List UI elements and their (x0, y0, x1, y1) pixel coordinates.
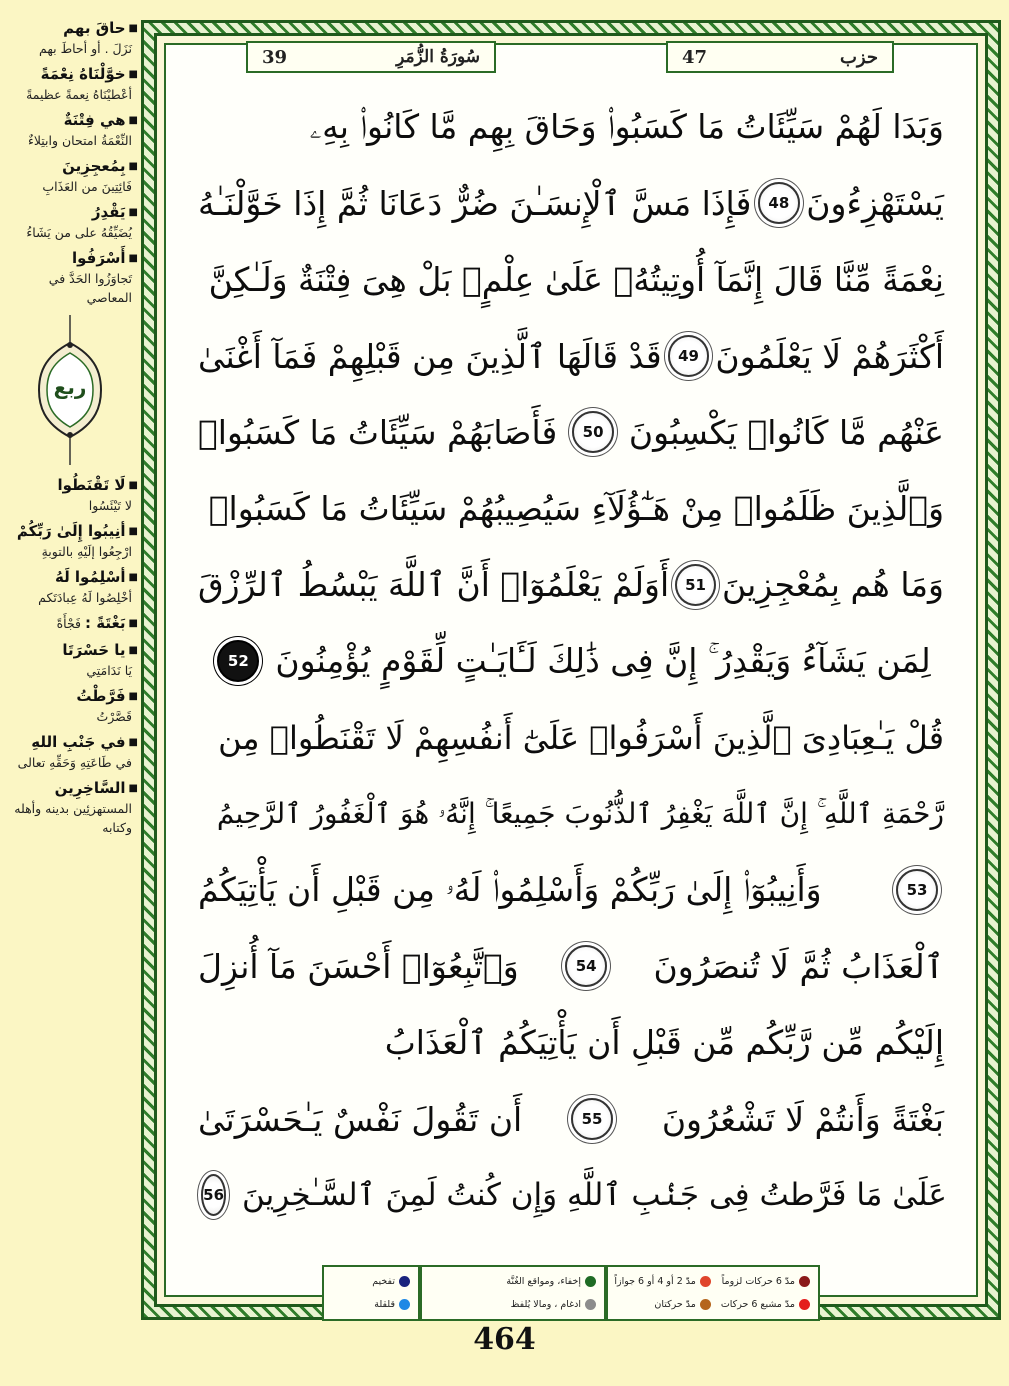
glossary-word: ■ خوَّلْنَاهُ نِعْمَةً (2, 64, 138, 85)
glossary-meaning: المستهزئِين بدينه وأهله وكتابه (14, 801, 132, 835)
surah-header (246, 41, 496, 73)
legend-item (614, 1270, 710, 1293)
glossary-bottom (2, 475, 138, 837)
legend-label: مدّ مشبع 6 حركات (720, 1298, 795, 1310)
verse-segment: بَغْتَةً وَأَنتُمْ لَا تَشْعُرُونَ (661, 1099, 944, 1139)
legend-color-dot-icon (399, 1299, 410, 1310)
ayah-number-marker: 50 (572, 411, 614, 453)
ayah-number-marker: 52 (217, 640, 259, 682)
glossary-meaning: فَجْأَةً (56, 616, 81, 631)
hizb-number: 47 (682, 46, 708, 68)
verse-line (198, 242, 944, 318)
glossary-entry (2, 567, 138, 607)
legend-color-dot-icon (700, 1276, 711, 1287)
verse-segment: نِعْمَةً مِّنَّا قَالَ إِنَّمَآ أُوتِيتُهُۥ عَلَىٰ عِلْمٍۭ بَلْ هِىَ فِتْنَةٌ وَلَـٰكِنَّ (208, 260, 944, 300)
glossary-entry (2, 640, 138, 680)
glossary-entry (2, 521, 138, 561)
glossary-meaning: يُضَيِّقُهُ على من يَشَاءُ (26, 225, 132, 240)
ayah-number-marker: 53 (896, 869, 938, 911)
ayah-number-marker: 48 (758, 182, 800, 224)
glossary-meaning: النِّعْمَةُ امتحان وابتِلاءٌ (27, 133, 132, 148)
glossary-entry (2, 732, 138, 772)
ayah-number-marker: 51 (675, 564, 716, 606)
verse-line (198, 852, 944, 928)
verse-segment: يَسْتَهْزِءُونَ (806, 183, 944, 223)
glossary-word: ■ بَغْتَةً : (85, 614, 138, 632)
legend-label: إخفاء، ومواقع الغُنَّة (506, 1275, 581, 1287)
verse-segment: ٱلْعَذَابُ ثُمَّ لَا تُنصَرُونَ (653, 946, 944, 986)
glossary-word: ■ يَقْدِرُ (2, 202, 138, 223)
legend-color-dot-icon (585, 1276, 596, 1287)
verse-segment: عَنْهُم مَّا كَانُوا۟ يَكْسِبُونَ (628, 412, 944, 452)
page-number: 464 (473, 1322, 536, 1357)
glossary-word: ■ هي فِتْنَةٌ (2, 110, 138, 131)
verse-segment: أَكْثَرَهُمْ لَا يَعْلَمُونَ (715, 336, 944, 376)
legend-item (430, 1270, 596, 1293)
glossary-meaning: نَزَلَ . أو أحاطَ بهم (39, 41, 132, 56)
legend-item (332, 1270, 410, 1293)
legend-item (430, 1293, 596, 1316)
legend-box-tafkheem (322, 1265, 420, 1321)
legend-color-dot-icon (799, 1276, 810, 1287)
verse-segment: فَإِذَا مَسَّ ٱلْإِنسَـٰنَ ضُرٌّ دَعَانَا ثُمَّ إِذَا خَوَّلْنَـٰهُ (198, 183, 752, 223)
glossary-word: ■ أنِيبُوا إِلَىٰ رَبِّكُمْ (2, 521, 138, 542)
glossary-entry (2, 613, 138, 634)
glossary-word: ■ بِمُعجِزِينَ (2, 156, 138, 177)
glossary-meaning: تَجاوَزُوا الحَدَّ في المعاصي (48, 271, 132, 305)
page-frame (141, 20, 1001, 1320)
page-body (164, 43, 978, 1310)
hizb-header (666, 41, 894, 73)
verse-segment: عَلَىٰ مَا فَرَّطتُ فِى جَنۢبِ ٱللَّهِ وَإِن كُنتُ لَمِنَ ٱلسَّـٰخِرِينَ (242, 1177, 947, 1214)
legend-color-dot-icon (799, 1299, 810, 1310)
verse-line (198, 165, 944, 241)
glossary-meaning: يَا نَدَامَتِي (86, 663, 132, 678)
verse-segment: وَبَدَا لَهُمْ سَيِّئَاتُ مَا كَسَبُوا۟ وَحَاقَ بِهِم مَّا كَانُوا۟ بِهِۦ (309, 107, 944, 147)
glossary-word: ■ أسْلِمُوا لَهُ (2, 567, 138, 588)
legend-label: مدّ حركتان (654, 1298, 696, 1310)
glossary-entry (2, 156, 138, 196)
glossary-entry (2, 18, 138, 58)
glossary-entry (2, 64, 138, 104)
legend-label: مدّ 2 أو 4 أو 6 جوازاً (614, 1275, 696, 1287)
glossary-meaning: فَائِتِينَ من العَذَابِ (42, 179, 132, 194)
verse-line (198, 547, 944, 623)
verse-line (198, 699, 944, 775)
legend-label: مدّ 6 حركات لزوماً (721, 1275, 795, 1287)
verse-segment: قُلْ يَـٰعِبَادِىَ ٱلَّذِينَ أَسْرَفُوا۟ عَلَىٰٓ أَنفُسِهِمْ لَا تَقْنَطُوا۟ مِن (218, 718, 944, 757)
glossary-entry (2, 686, 138, 726)
verse-segment: وَٱتَّبِعُوٓا۟ أَحْسَنَ مَآ أُنزِلَ (198, 946, 519, 986)
legend-color-dot-icon (399, 1276, 410, 1287)
surah-name: سُورَةُ الزُّمَرِ (396, 47, 480, 67)
legend-item (721, 1270, 810, 1293)
glossary-entry (2, 110, 138, 150)
glossary-word: ■ في جَنْبِ اللهِ (2, 732, 138, 753)
verse-line (198, 394, 944, 470)
glossary-meaning: قَصَّرْتُ (96, 709, 132, 724)
legend-color-dot-icon (585, 1299, 596, 1310)
verse-segment: فَأَصَابَهُمْ سَيِّئَاتُ مَا كَسَبُوا۟ (198, 412, 558, 452)
verse-segment: أَوَلَمْ يَعْلَمُوٓا۟ أَنَّ ٱللَّهَ يَبْسُطُ ٱلرِّزْقَ (198, 565, 670, 605)
legend-color-dot-icon (700, 1299, 711, 1310)
glossary-word: ■ حاقَ بهم (2, 18, 138, 39)
glossary-meaning: أخْلِصُوا لَهُ عِبادَتَكم (38, 590, 132, 605)
glossary-entry (2, 248, 138, 307)
verse-line (198, 776, 944, 852)
verse-text (198, 89, 947, 1233)
legend-label: تفخيم (372, 1275, 395, 1287)
rub-el-hizb-marker (2, 315, 138, 465)
glossary-entry (2, 778, 138, 837)
glossary-meaning: ارْجِعُوا إلَيْهِ بالتوبةِ (41, 544, 132, 559)
verse-line (198, 1005, 944, 1081)
ayah-number-marker: 56 (201, 1174, 226, 1216)
verse-segment: رَّحْمَةِ ٱللَّهِ ۚ إِنَّ ٱللَّهَ يَغْفِرُ ٱلذُّنُوبَ جَمِيعًا ۚ إِنَّهُۥ هُوَ ٱلْغَفُورُ ٱلرَّحِيمُ (216, 796, 944, 830)
tajweed-legend (166, 1265, 976, 1321)
legend-item (614, 1293, 710, 1316)
rub-label: ربع (53, 375, 87, 399)
ayah-number-marker: 54 (565, 945, 607, 987)
verse-segment: قَدْ قَالَهَا ٱلَّذِينَ مِن قَبْلِهِمْ فَمَآ أَغْنَىٰ (198, 336, 662, 376)
hizb-label: حزب (839, 46, 878, 68)
verse-segment: وَٱلَّذِينَ ظَلَمُوا۟ مِنْ هَـٰٓؤُلَآءِ سَيُصِيبُهُمْ سَيِّئَاتُ مَا كَسَبُوا۟ (208, 489, 944, 529)
glossary-meaning: في طَاعَتِهِ وَحَقِّهِ تعالى (17, 755, 132, 770)
legend-label: قلقلة (374, 1298, 395, 1310)
glossary-top (2, 18, 138, 307)
legend-item (332, 1293, 410, 1316)
ayah-number-marker: 49 (668, 335, 710, 377)
legend-box-ghunnah (420, 1265, 606, 1321)
verse-segment: لِمَن يَشَآءُ وَيَقْدِرُ ۚ إِنَّ فِى ذَٰلِكَ لَـَٔايَـٰتٍ لِّقَوْمٍ يُؤْمِنُونَ (275, 641, 931, 681)
margin-glossary (2, 18, 138, 1378)
verse-line (198, 1081, 944, 1157)
glossary-word: ■ فَرَّطْتُ (2, 686, 138, 707)
legend-label: ادغام ، ومالا يُلفظ (510, 1298, 581, 1310)
verse-line (198, 318, 944, 394)
surah-number: 39 (262, 46, 288, 68)
verse-line (198, 470, 944, 546)
verse-line (198, 1157, 947, 1233)
verse-line (198, 928, 944, 1004)
glossary-meaning: أعْطيْنَاهُ نِعمةً عظيمةً (26, 87, 132, 102)
verse-line (198, 623, 944, 699)
ayah-number-marker: 55 (571, 1098, 613, 1140)
glossary-word: ■ أَسْرَفُوا (2, 248, 138, 269)
legend-box-madd (606, 1265, 820, 1321)
glossary-word: ■ لَا تَقْنَطُوا (2, 475, 138, 496)
glossary-word: ■ يا حَسْرَتَا (2, 640, 138, 661)
glossary-word: ■ السَّاخِرِين (2, 778, 138, 799)
verse-line (198, 89, 944, 165)
glossary-meaning: لا تَيْئَسُوا (88, 498, 132, 513)
glossary-entry (2, 202, 138, 242)
verse-segment: إِلَيْكُم مِّن رَّبِّكُم مِّن قَبْلِ أَن يَأْتِيَكُمُ ٱلْعَذَابُ (384, 1023, 944, 1063)
verse-segment: وَمَا هُم بِمُعْجِزِينَ (721, 565, 944, 605)
verse-segment: أَن تَقُولَ نَفْسٌ يَـٰحَسْرَتَىٰ (198, 1099, 523, 1139)
glossary-entry (2, 475, 138, 515)
verse-segment: وَأَنِيبُوٓا۟ إِلَىٰ رَبِّكُمْ وَأَسْلِمُوا۟ لَهُۥ مِن قَبْلِ أَن يَأْتِيَكُمُ (198, 870, 822, 910)
legend-item (721, 1293, 810, 1316)
